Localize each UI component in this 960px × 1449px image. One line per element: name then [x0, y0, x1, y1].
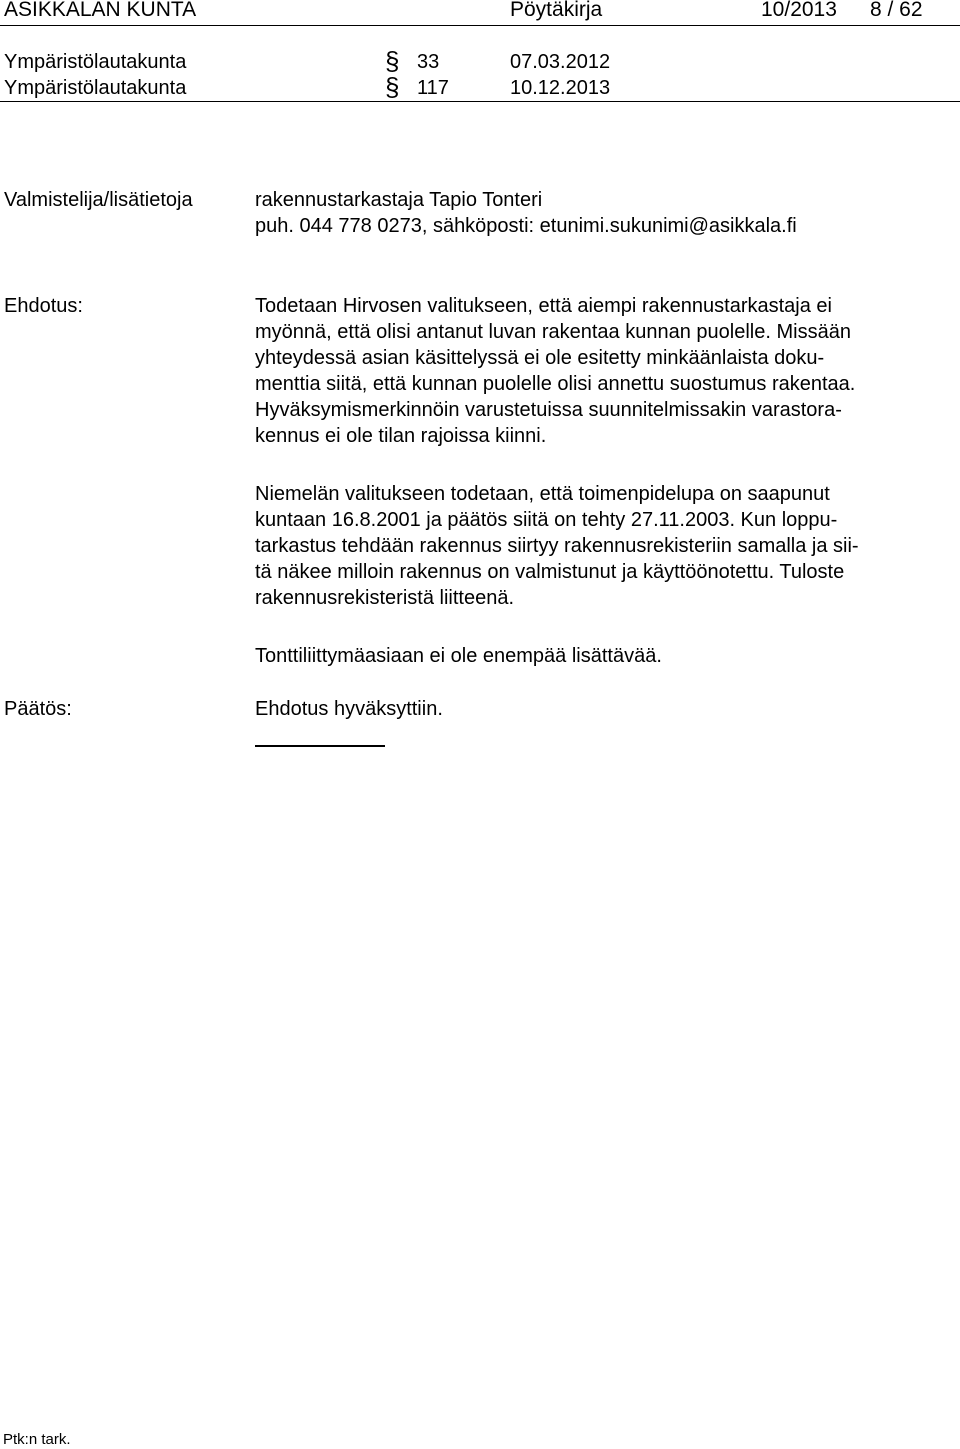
- section-end-line: [255, 745, 385, 747]
- reference-body: Ympäristölautakunta: [4, 77, 187, 99]
- preparer-label: Valmistelija/lisätietoja: [4, 189, 193, 211]
- text-line: tä näkee milloin rakennus on valmistunut ja käyttöönotettu. Tuloste: [255, 561, 845, 583]
- text-line: Niemelän valitukseen todetaan, että toimenpidelupa on saapunut: [255, 483, 830, 505]
- reference-date: 10.12.2013: [510, 77, 611, 99]
- text-line: yhteydessä asian käsittelyssä ei ole esitetty minkäänlaista doku-: [255, 347, 825, 369]
- section-sign-icon: §: [385, 46, 400, 76]
- decision-value: Ehdotus hyväksyttiin.: [255, 698, 443, 720]
- references-divider: [0, 101, 960, 102]
- reference-body: Ympäristölautakunta: [4, 51, 187, 73]
- text-line: myönnä, että olisi antanut luvan rakentaa kunnan puolelle. Missään: [255, 321, 851, 343]
- text-line: kennus ei ole tilan rajoissa kiinni.: [255, 425, 547, 447]
- section-sign-icon: §: [385, 72, 400, 102]
- preparer-info: [255, 187, 955, 239]
- organization-name: ASIKKALAN KUNTA: [4, 0, 197, 21]
- reference-section: 117: [417, 77, 449, 99]
- text-line: tarkastus tehdään rakennus siirtyy rakennusrekisteriin samalla ja sii-: [255, 535, 859, 557]
- header-divider: [0, 25, 960, 26]
- preparer-contact: puh. 044 778 0273, sähköposti: etunimi.sukunimi@asikkala.fi: [255, 215, 797, 237]
- proposal-label: Ehdotus:: [4, 295, 83, 317]
- proposal-paragraph-3: [255, 643, 955, 669]
- text-line: rakennusrekisteristä liitteenä.: [255, 587, 515, 609]
- text-line: Hyväksymismerkinnöin varustetuissa suunnitelmissakin varastora-: [255, 399, 842, 421]
- reference-section: 33: [417, 51, 440, 73]
- text-line: kuntaan 16.8.2001 ja päätös siitä on tehty 27.11.2003. Kun loppu-: [255, 509, 838, 531]
- page-number: 8 / 62: [870, 0, 923, 21]
- decision-text: [255, 696, 955, 722]
- document-number: 10/2013: [761, 0, 837, 21]
- document-type: Pöytäkirja: [510, 0, 603, 21]
- text-line: Tonttiliittymäasiaan ei ole enempää lisättävää.: [255, 645, 662, 667]
- proposal-paragraph-2: [255, 481, 955, 611]
- reference-date: 07.03.2012: [510, 51, 611, 73]
- proposal-paragraph-1: [255, 293, 955, 449]
- decision-label: Päätös:: [4, 698, 72, 720]
- text-line: menttia siitä, että kunnan puolelle olisi annettu suostumus rakentaa.: [255, 373, 856, 395]
- preparer-name: rakennustarkastaja Tapio Tonteri: [255, 189, 543, 211]
- text-line: Todetaan Hirvosen valitukseen, että aiempi rakennustarkastaja ei: [255, 295, 832, 317]
- minutes-checker-label: Ptk:n tark.: [3, 1431, 71, 1448]
